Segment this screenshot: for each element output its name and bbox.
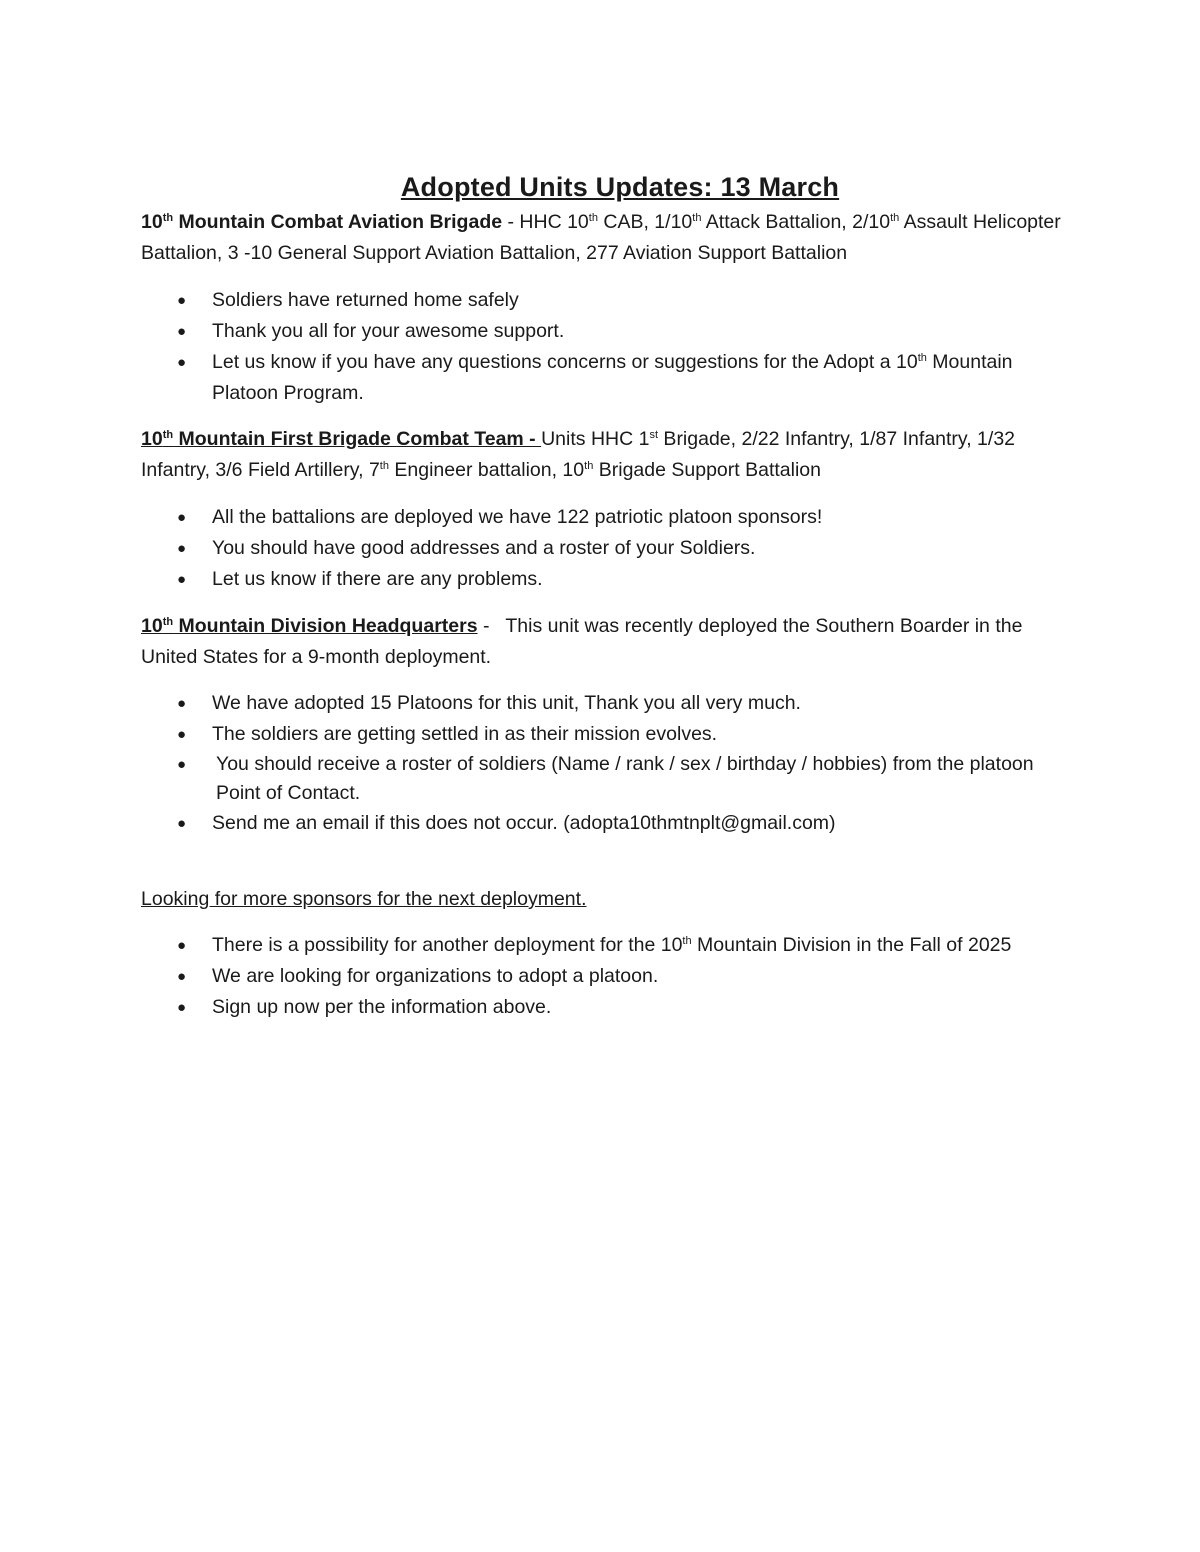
section-description: - HHC 10th CAB, 1/10th Attack Battalion, 2/10th Assault Helicopter Battalion, 3 -10 General Support Aviation Battalion, 277 Aviation Support Battalion [141, 211, 1061, 264]
section-heading: 10th Mountain Division Headquarters [141, 615, 478, 637]
list-item: ● Soldiers have returned home safely [141, 285, 1061, 316]
sponsors-heading: Looking for more sponsors for the next deployment. [141, 888, 587, 910]
section-aviation-brigade [141, 207, 1061, 269]
list-item: ● Let us know if there are any problems. [141, 564, 1061, 595]
list-item: ● We have adopted 15 Platoons for this unit, Thank you all very much. [141, 688, 1061, 719]
list-item: ● Sign up now per the information above. [141, 992, 1061, 1023]
bullet-list [141, 502, 1061, 595]
section-description: - This unit was recently deployed the Southern Boarder in the United States for a 9-month deployment. [141, 615, 1028, 668]
list-item: ● The soldiers are getting settled in as their mission evolves. [141, 719, 1061, 750]
list-item: ● Send me an email if this does not occur. (adopta10thmtnplt@gmail.com) [141, 808, 1061, 839]
list-item: ● There is a possibility for another deployment for the 10th Mountain Division in the Fall of 2025 [141, 930, 1061, 961]
section-heading: 10th Mountain First Brigade Combat Team - [141, 428, 542, 450]
section-description: Units HHC 1st Brigade, 2/22 Infantry, 1/87 Infantry, 1/32 Infantry, 3/6 Field Artillery, 7th Engineer battalion, 10th Brigade Support Battalion [141, 428, 1016, 481]
list-item: ● We are looking for organizations to adopt a platoon. [141, 961, 1061, 992]
bullet-list [141, 688, 1061, 839]
bullet-list [141, 285, 1061, 409]
list-item: ● You should have good addresses and a roster of your Soldiers. [141, 533, 1061, 564]
section-first-brigade [141, 424, 1061, 486]
section-division-hq [141, 611, 1061, 673]
list-item: ● Thank you all for your awesome support. [141, 316, 1061, 347]
bullet-list [141, 930, 1061, 1023]
list-item: ● Let us know if you have any questions concerns or suggestions for the Adopt a 10th Mountain Platoon Program. [141, 347, 1061, 409]
page-title: Adopted Units Updates: 13 March [400, 172, 840, 202]
section-heading: 10th Mountain Combat Aviation Brigade [141, 211, 503, 233]
list-item: ● You should receive a roster of soldiers (Name / rank / sex / birthday / hobbies) from the platoon Point of Contact. [141, 750, 1061, 808]
list-item: ● All the battalions are deployed we have 122 patriotic platoon sponsors! [141, 502, 1061, 533]
